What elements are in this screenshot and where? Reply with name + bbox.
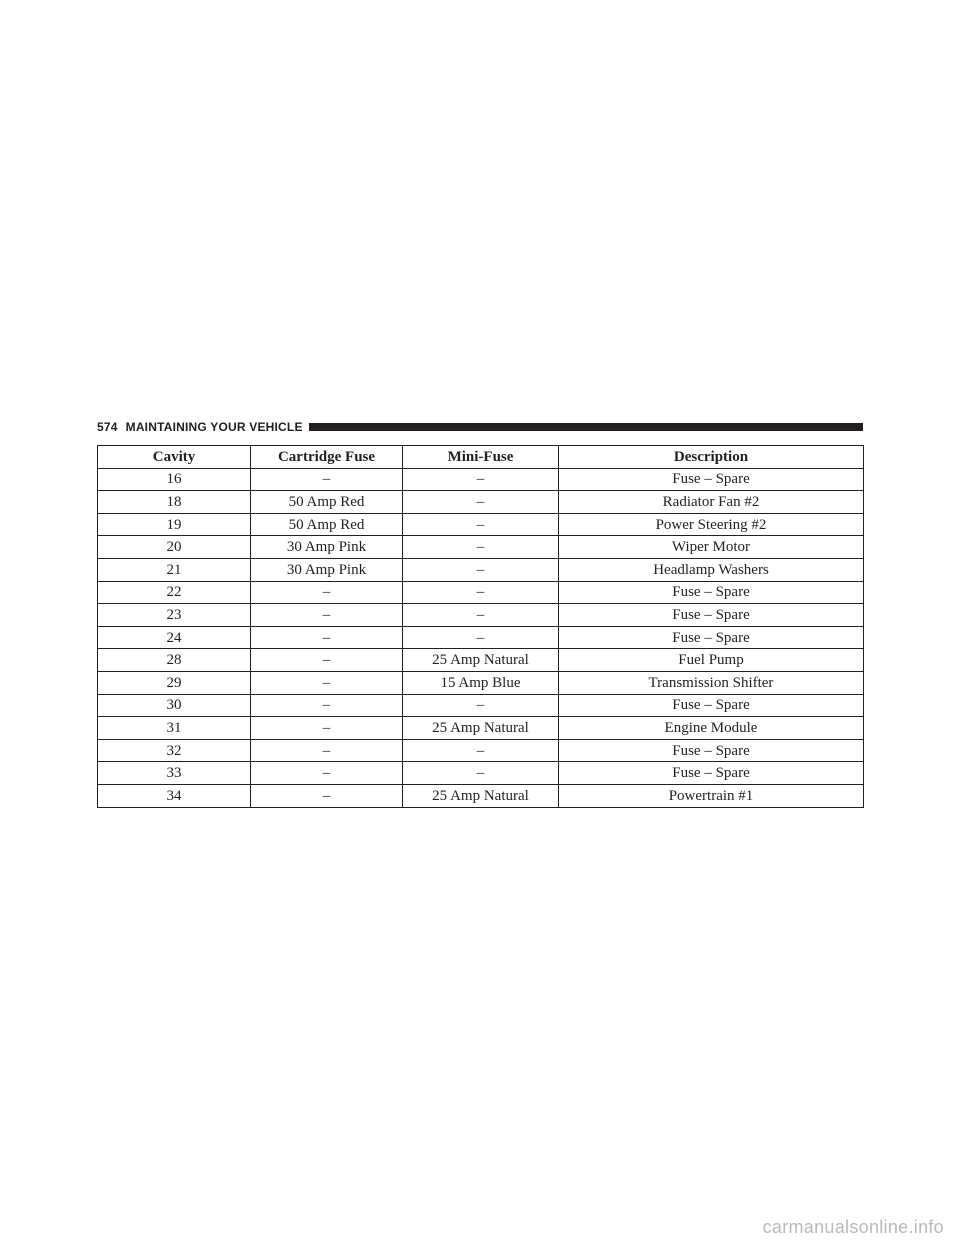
cavity-cell: 30 xyxy=(98,694,251,717)
description-cell: Fuse – Spare xyxy=(559,762,864,785)
cartridge-fuse-cell: – xyxy=(251,581,403,604)
table-row xyxy=(98,717,864,740)
cavity-cell: 34 xyxy=(98,784,251,807)
cartridge-fuse-cell: 50 Amp Red xyxy=(251,513,403,536)
table-row xyxy=(98,558,864,581)
description-cell: Power Steering #2 xyxy=(559,513,864,536)
description-cell: Fuse – Spare xyxy=(559,694,864,717)
cavity-cell: 19 xyxy=(98,513,251,536)
table-row xyxy=(98,762,864,785)
column-header-cavity: Cavity xyxy=(98,446,251,469)
cavity-cell: 22 xyxy=(98,581,251,604)
cartridge-fuse-cell: – xyxy=(251,694,403,717)
page-header xyxy=(97,418,863,436)
description-cell: Fuse – Spare xyxy=(559,739,864,762)
cartridge-fuse-cell: – xyxy=(251,717,403,740)
mini-fuse-cell: – xyxy=(403,739,559,762)
mini-fuse-cell: – xyxy=(403,604,559,627)
mini-fuse-cell: – xyxy=(403,468,559,491)
header-rule xyxy=(309,423,863,431)
description-cell: Fuse – Spare xyxy=(559,604,864,627)
table-row xyxy=(98,626,864,649)
mini-fuse-cell: 25 Amp Natural xyxy=(403,784,559,807)
cartridge-fuse-cell: – xyxy=(251,784,403,807)
cavity-cell: 28 xyxy=(98,649,251,672)
mini-fuse-cell: – xyxy=(403,762,559,785)
description-cell: Fuse – Spare xyxy=(559,581,864,604)
cavity-cell: 16 xyxy=(98,468,251,491)
mini-fuse-cell: – xyxy=(403,536,559,559)
cartridge-fuse-cell: 30 Amp Pink xyxy=(251,558,403,581)
mini-fuse-cell: – xyxy=(403,626,559,649)
mini-fuse-cell: 15 Amp Blue xyxy=(403,671,559,694)
cavity-cell: 18 xyxy=(98,491,251,514)
cartridge-fuse-cell: – xyxy=(251,739,403,762)
table-header-row xyxy=(98,446,864,469)
cartridge-fuse-cell: 30 Amp Pink xyxy=(251,536,403,559)
cartridge-fuse-cell: – xyxy=(251,604,403,627)
column-header-cartridge-fuse: Cartridge Fuse xyxy=(251,446,403,469)
cartridge-fuse-cell: – xyxy=(251,626,403,649)
mini-fuse-cell: – xyxy=(403,491,559,514)
column-header-description: Description xyxy=(559,446,864,469)
cavity-cell: 21 xyxy=(98,558,251,581)
description-cell: Radiator Fan #2 xyxy=(559,491,864,514)
watermark-text: carmanualsonline.info xyxy=(762,1217,944,1237)
mini-fuse-cell: – xyxy=(403,513,559,536)
mini-fuse-cell: – xyxy=(403,694,559,717)
description-cell: Fuel Pump xyxy=(559,649,864,672)
cartridge-fuse-cell: – xyxy=(251,762,403,785)
description-cell: Wiper Motor xyxy=(559,536,864,559)
description-cell: Engine Module xyxy=(559,717,864,740)
table-row xyxy=(98,491,864,514)
fuse-table xyxy=(97,445,864,808)
mini-fuse-cell: – xyxy=(403,558,559,581)
table-row xyxy=(98,513,864,536)
description-cell: Transmission Shifter xyxy=(559,671,864,694)
mini-fuse-cell: – xyxy=(403,581,559,604)
cartridge-fuse-cell: – xyxy=(251,671,403,694)
page-number: 574 xyxy=(97,420,118,434)
cavity-cell: 31 xyxy=(98,717,251,740)
description-cell: Headlamp Washers xyxy=(559,558,864,581)
cavity-cell: 24 xyxy=(98,626,251,649)
table-row xyxy=(98,604,864,627)
cavity-cell: 33 xyxy=(98,762,251,785)
cartridge-fuse-cell: – xyxy=(251,649,403,672)
cavity-cell: 29 xyxy=(98,671,251,694)
table-row xyxy=(98,468,864,491)
table-row xyxy=(98,739,864,762)
mini-fuse-cell: 25 Amp Natural xyxy=(403,717,559,740)
mini-fuse-cell: 25 Amp Natural xyxy=(403,649,559,672)
table-row xyxy=(98,649,864,672)
section-title: MAINTAINING YOUR VEHICLE xyxy=(125,420,303,434)
table-row xyxy=(98,671,864,694)
table-row xyxy=(98,694,864,717)
column-header-mini-fuse: Mini-Fuse xyxy=(403,446,559,469)
cavity-cell: 23 xyxy=(98,604,251,627)
table-row xyxy=(98,536,864,559)
table-row xyxy=(98,784,864,807)
cartridge-fuse-cell: 50 Amp Red xyxy=(251,491,403,514)
cavity-cell: 20 xyxy=(98,536,251,559)
cavity-cell: 32 xyxy=(98,739,251,762)
description-cell: Fuse – Spare xyxy=(559,626,864,649)
description-cell: Powertrain #1 xyxy=(559,784,864,807)
table-row xyxy=(98,581,864,604)
cartridge-fuse-cell: – xyxy=(251,468,403,491)
description-cell: Fuse – Spare xyxy=(559,468,864,491)
